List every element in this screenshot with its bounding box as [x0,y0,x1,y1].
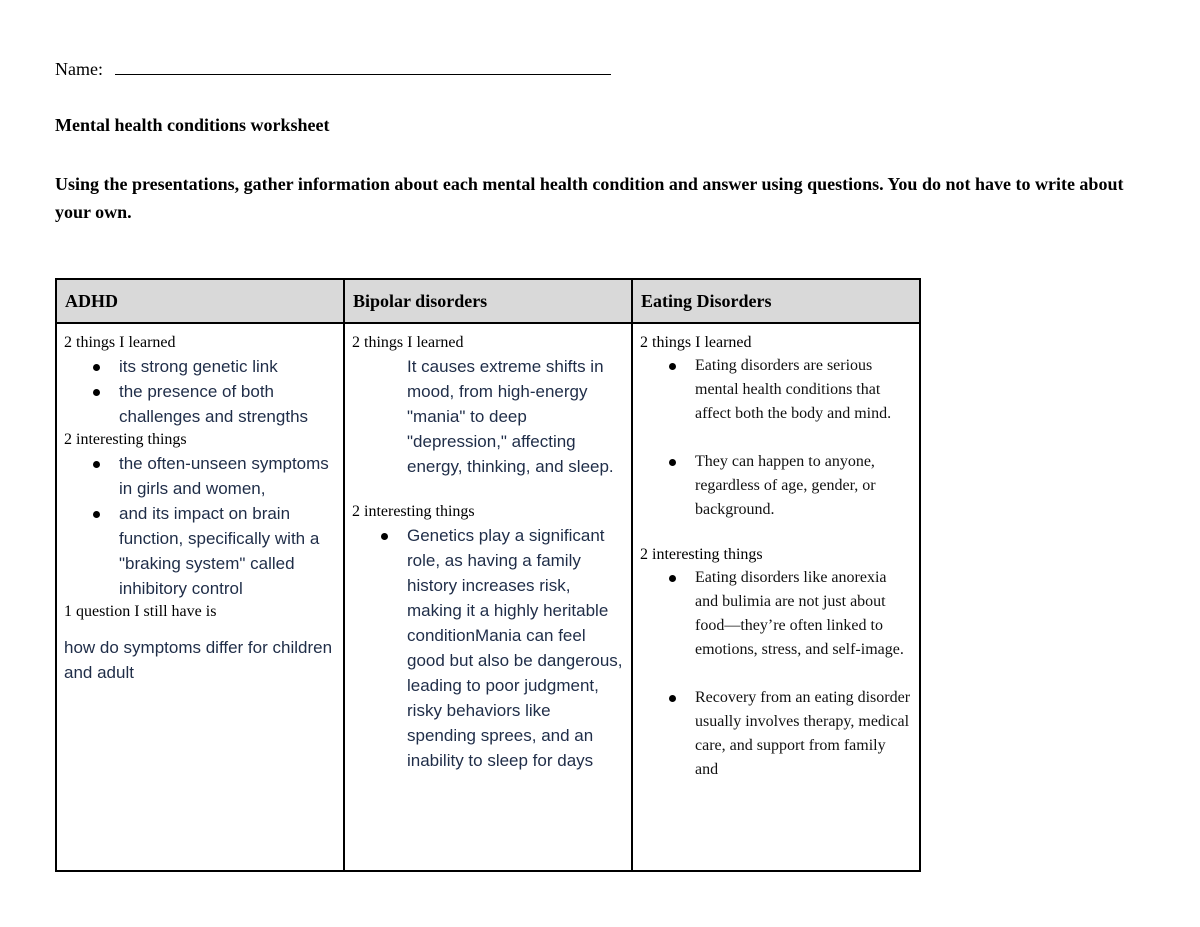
adhd-question-text: how do symptoms differ for children and adult [64,638,333,682]
adhd-learned-label: 2 things I learned [64,334,176,351]
conditions-table [55,278,921,872]
bullet-icon [93,511,100,518]
header-bipolar: Bipolar disorders [344,279,632,323]
list-item: the often-unseen symptoms in girls and women, [64,451,336,501]
bipolar-interesting-list [352,523,624,773]
name-label: Name: [55,59,103,79]
list-item: Genetics play a significant role, as having a family history increases risk, making it a highly heritable conditionMania can feel good but also be dangerous, leading to poor judgment, risky behaviors like spending sprees, and an inability to sleep for days [352,523,624,773]
cell-adhd[interactable] [56,323,344,871]
bullet-icon [669,363,676,370]
bipolar-learned-text: It causes extreme shifts in mood, from high-energy "mania" to deep "depression," affecting energy, thinking, and sleep. [407,357,614,476]
eating-learned-label: 2 things I learned [640,334,752,351]
bipolar-interesting-label: 2 interesting things [352,503,475,520]
list-item: and its impact on brain function, specifically with a "braking system" called inhibitory control [64,501,336,601]
adhd-interesting-label: 2 interesting things [64,431,187,448]
bullet-icon [669,459,676,466]
list-item: its strong genetic link [64,354,336,379]
bullet-icon [381,533,388,540]
bipolar-learned-label: 2 things I learned [352,334,464,351]
list-item: the presence of both challenges and strengths [64,379,336,429]
adhd-interesting-list [64,451,336,601]
name-blank-line[interactable] [115,58,611,75]
list-item: Eating disorders are serious mental health conditions that affect both the body and mind. [640,354,912,426]
bullet-icon [669,575,676,582]
adhd-question-label: 1 question I still have is [64,603,217,620]
instructions-text: Using the presentations, gather information about each mental health condition and answer using questions. You do not have to write about your own. [55,174,1124,222]
list-item: They can happen to anyone, regardless of age, gender, or background. [640,450,912,522]
list-item: Eating disorders like anorexia and bulimia are not just about food—they’re often linked to emotions, stress, and self-image. [640,566,912,662]
bullet-icon [669,695,676,702]
cell-eating[interactable] [632,323,920,871]
name-field [55,58,611,80]
list-item: Recovery from an eating disorder usually involves therapy, medical care, and support from family and [640,686,912,782]
cell-bipolar[interactable] [344,323,632,871]
header-adhd: ADHD [56,279,344,323]
header-eating: Eating Disorders [632,279,920,323]
bullet-icon [93,364,100,371]
eating-interesting-label: 2 interesting things [640,546,763,563]
bullet-icon [93,389,100,396]
bullet-icon [93,461,100,468]
eating-learned-list [640,354,912,522]
eating-interesting-list [640,566,912,782]
adhd-learned-list [64,354,336,429]
worksheet-title: Mental health conditions worksheet [55,115,330,135]
